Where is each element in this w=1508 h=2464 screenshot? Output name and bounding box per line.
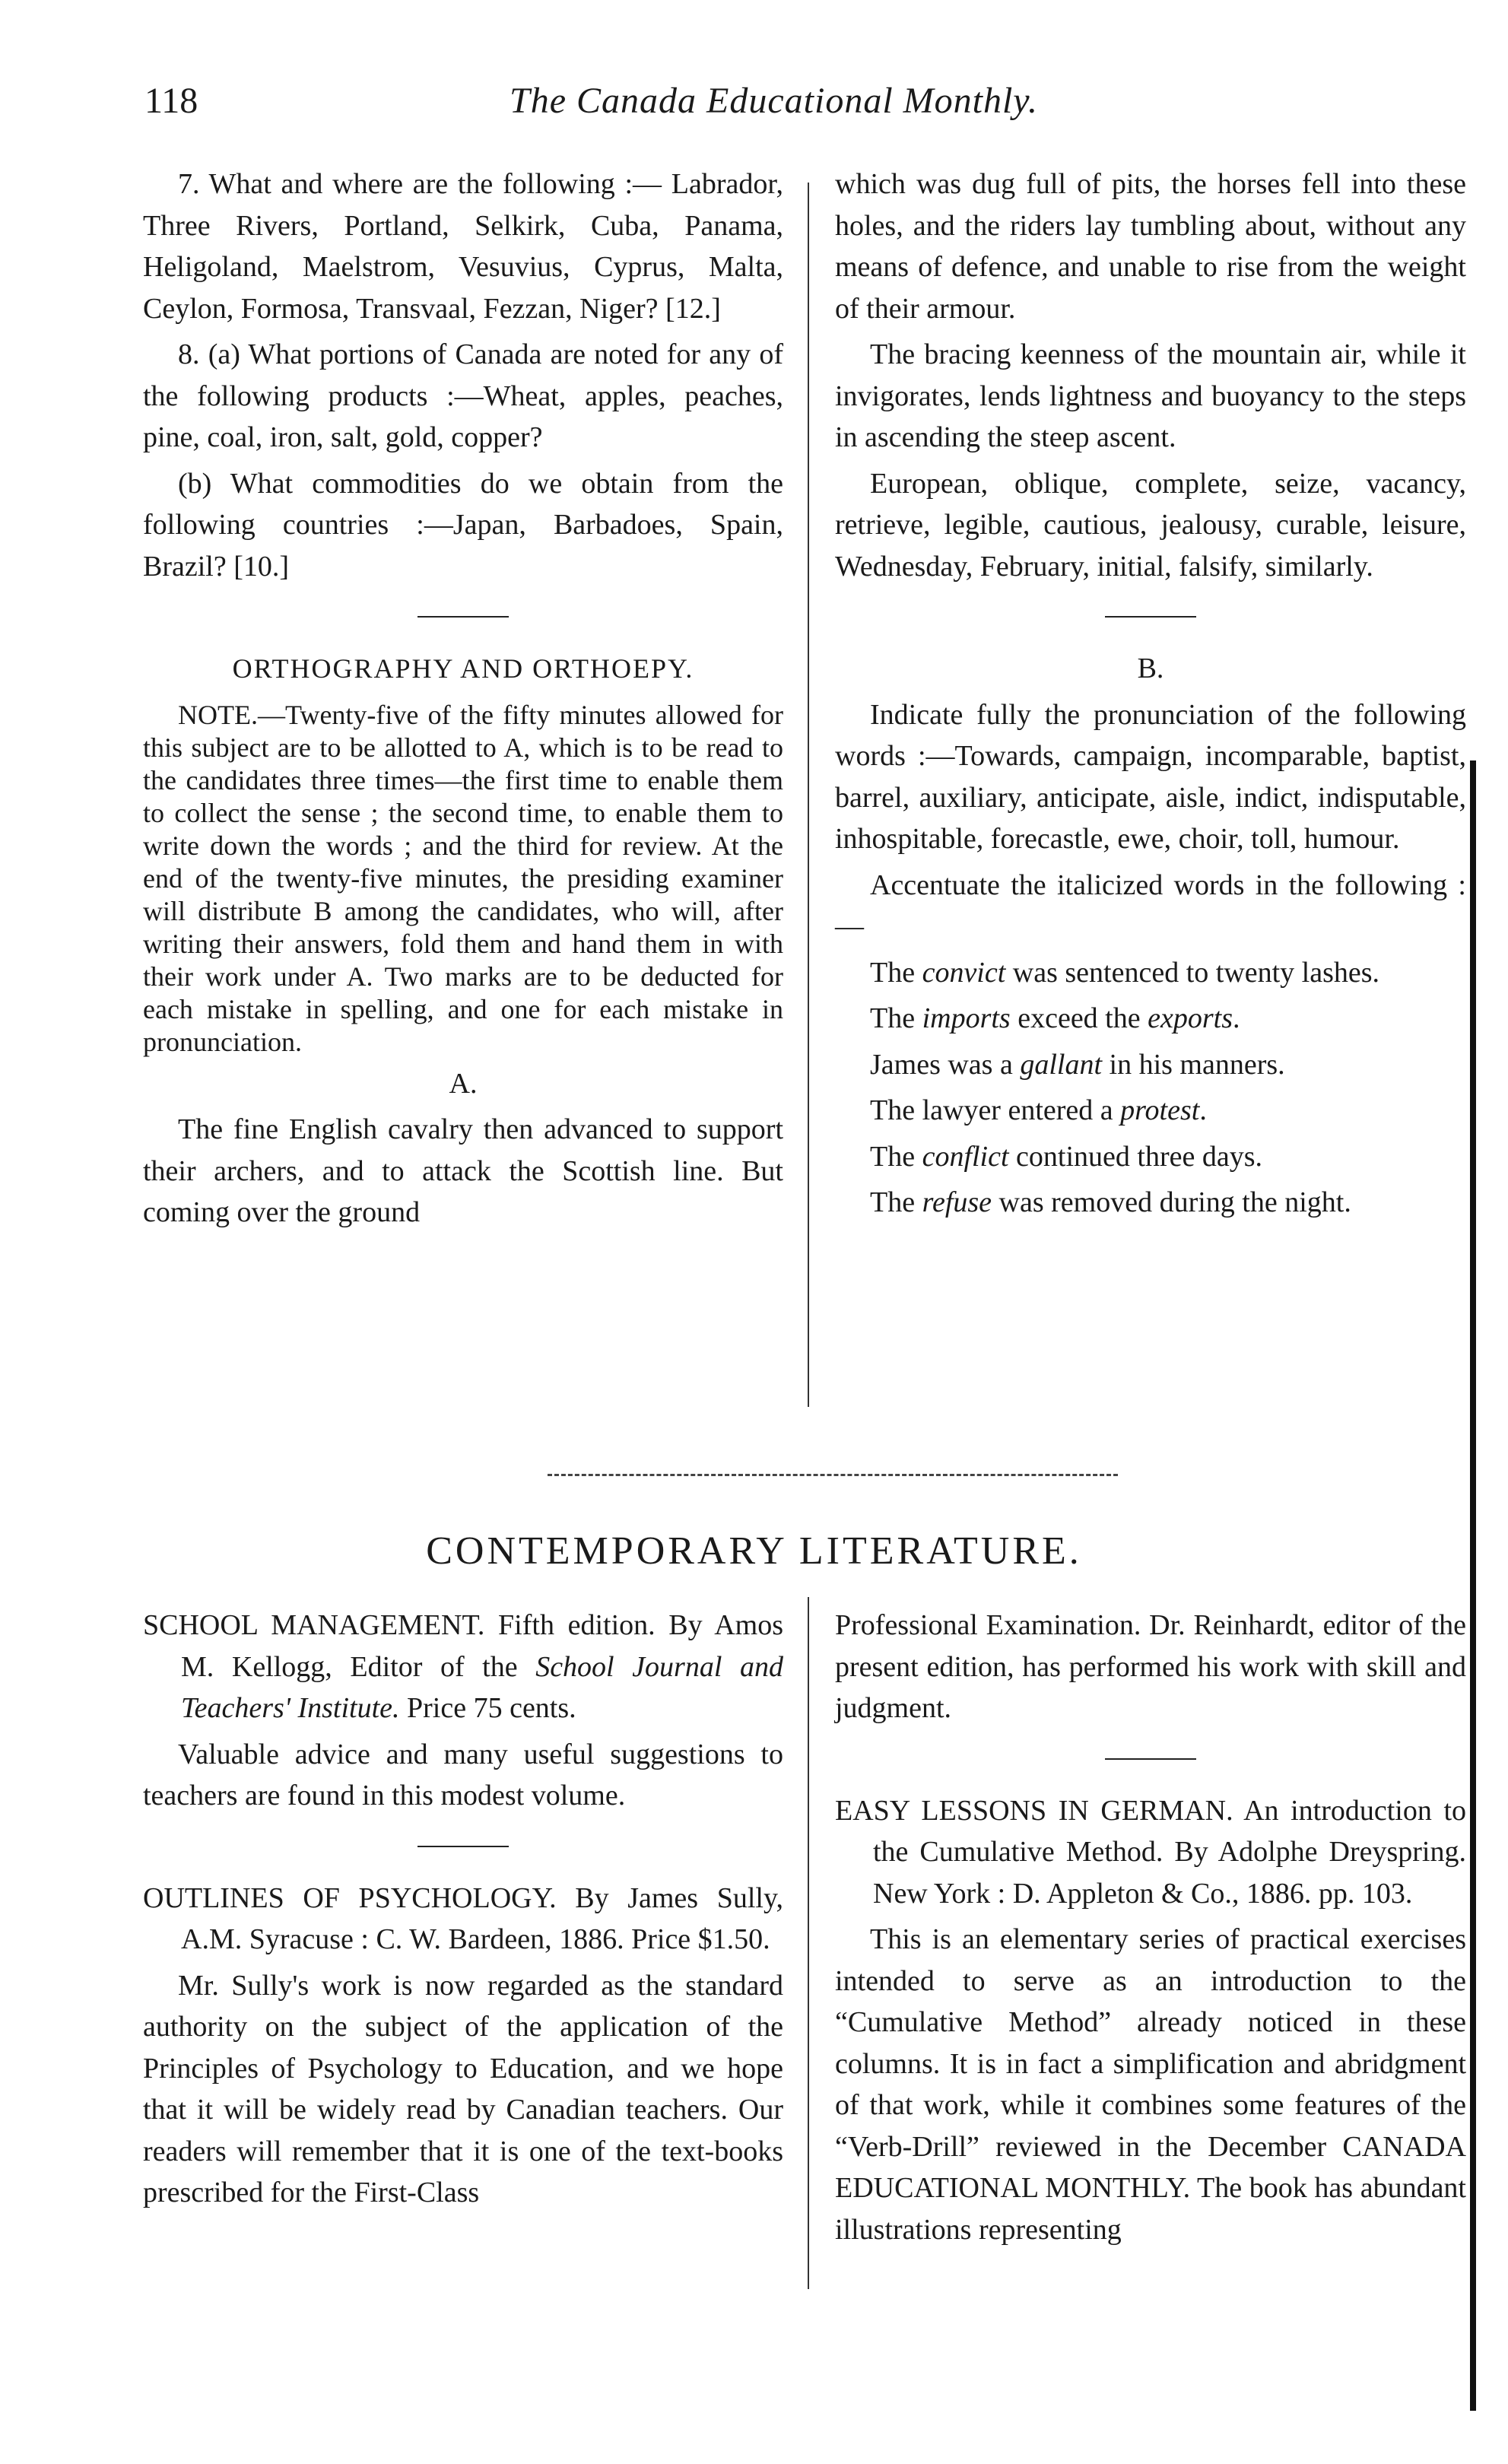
review-german-body: This is an elementary series of practical exercises intended to serve as an introduction to the “Cumulative Method” already noticed in these columns. It is in fact a simplification and abridgment of that work, while it combines some features of the “Verb-Drill” reviewed in the December CANADA EDUCATIONAL MONTHLY. The book has abundant illustrations representing (835, 1923, 1466, 2246)
section-rule (1105, 616, 1196, 618)
italic-word: protest (1120, 1094, 1200, 1126)
review-rule (1105, 1758, 1196, 1760)
italic-word: imports (922, 1002, 1011, 1034)
italic-word: exports (1148, 1002, 1233, 1034)
pronunciation-question: Indicate fully the pronunciation of the following words :—Towards, campaign, incomparable, baptist, barrel, auxiliary, anticipate, aisle, indict, indisputable, inhospitable, forecastle, ewe, choir, toll, humour. (835, 698, 1466, 855)
italic-word: gallant (1020, 1048, 1103, 1081)
italic-word: refuse (922, 1186, 992, 1218)
page-edge-shadow (1470, 760, 1476, 2411)
review-school-management-body: Valuable advice and many useful suggestions to teachers are found in this modest volume. (143, 1738, 783, 1811)
review-psychology-continued: Professional Examination. Dr. Reinhardt, editor of the present edition, has performed his work with skill and judgment. (835, 1609, 1466, 1724)
accent-sentence-5: The conflict continued three days. (870, 1140, 1262, 1173)
review-school-management-citation: SCHOOL MANAGEMENT. Fifth edition. By Amos M. Kellogg, Editor of the School Journal and Teachers' Institute. Price 75 cents. (143, 1609, 783, 1724)
review-psychology-citation: OUTLINES OF PSYCHOLOGY. By James Sully, A.M. Syracuse : C. W. Bardeen, 1886. Price $1.50. (143, 1881, 783, 1955)
question-8a: 8. (a) What portions of Canada are noted for any of the following products :—Wheat, apples, peaches, pine, coal, iron, salt, gold, copper? (143, 338, 783, 453)
accent-sentence-3: James was a gallant in his manners. (870, 1048, 1285, 1081)
accent-sentence-4: The lawyer entered a protest. (870, 1094, 1207, 1126)
question-7: 7. What and where are the following :— Labrador, Three Rivers, Portland, Selkirk, Cuba, Panama, Heligoland, Maelstrom, Vesuvius, Cyprus, Malta, Ceylon, Formosa, Transvaal, Fezzan, Niger? [12.] (143, 168, 783, 325)
review-rule (417, 1846, 509, 1847)
question-8b: (b) What commodities do we obtain from the following countries :—Japan, Barbadoes, Spain, Brazil? [10.] (143, 467, 783, 583)
section-a-label: A. (449, 1067, 478, 1100)
bottom-right-column (835, 1605, 1466, 2255)
dictation-passage: The fine English cavalry then advanced to support their archers, and to attack the Scottish line. But coming over the ground (143, 1113, 783, 1228)
instructions-note: NOTE.—Twenty-five of the fifty minutes allowed for this subject are to be allotted to A, which is to be read to the candidates three times—the first time to enable them to collect the sense ; the second time, to enable them to write down the words ; and the third for review. At the end of the twenty-five minutes, the presiding examiner will distribute B among the candidates, who will, after writing their answers, fold them and hand them in with their work under A. Two marks are to be deducted for each mistake in spelling, and one for each mistake in pronunciation. (143, 699, 783, 1057)
spelling-word-list: European, oblique, complete, seize, vacancy, retrieve, legible, cautious, jealousy, curable, leisure, Wednesday, February, initial, falsify, similarly. (835, 467, 1466, 583)
column-divider-bottom (808, 1597, 809, 2289)
review-german-citation: EASY LESSONS IN GERMAN. An introduction to the Cumulative Method. By Adolphe Dreyspring. New York : D. Appleton & Co., 1886. pp. 103. (835, 1794, 1466, 1910)
accent-sentence-1: The convict was sentenced to twenty lashes. (870, 956, 1380, 989)
running-title: The Canada Educational Monthly. (510, 81, 1038, 121)
contemporary-literature-title: CONTEMPORARY LITERATURE. (426, 1529, 1082, 1573)
section-separator (548, 1474, 1118, 1476)
orthography-heading: ORTHOGRAPHY AND ORTHOEPY. (232, 653, 694, 684)
accentuate-instruction: Accentuate the italicized words in the following :— (835, 868, 1466, 942)
column-divider-top (808, 183, 809, 1407)
top-left-column (143, 164, 783, 1238)
bracing-sentence: The bracing keenness of the mountain air, while it invigorates, lends lightness and buoyancy to the steps in ascending the steep ascent. (835, 338, 1466, 453)
italic-word: conflict (922, 1140, 1009, 1173)
page-header (144, 80, 1164, 133)
section-rule (417, 616, 509, 618)
italic-word: convict (922, 956, 1006, 989)
page-number: 118 (144, 81, 198, 121)
dictation-passage-continued: which was dug full of pits, the horses fell into these holes, and the riders lay tumbling about, without any means of defence, and unable to rise from the weight of their armour. (835, 168, 1466, 325)
accent-sentence-2: The imports exceed the exports. (870, 1002, 1240, 1034)
accent-sentence-6: The refuse was removed during the night. (870, 1186, 1351, 1218)
bottom-left-column (143, 1605, 783, 2218)
review-psychology-body: Mr. Sully's work is now regarded as the standard authority on the subject of the application of the Principles of Psychology to Education, and we hope that it will be widely read by Canadian teachers. Our readers will remember that it is one of the text-books prescribed for the First-Class (143, 1969, 783, 2208)
top-right-column (835, 164, 1466, 1228)
section-b-label: B. (1137, 653, 1164, 684)
